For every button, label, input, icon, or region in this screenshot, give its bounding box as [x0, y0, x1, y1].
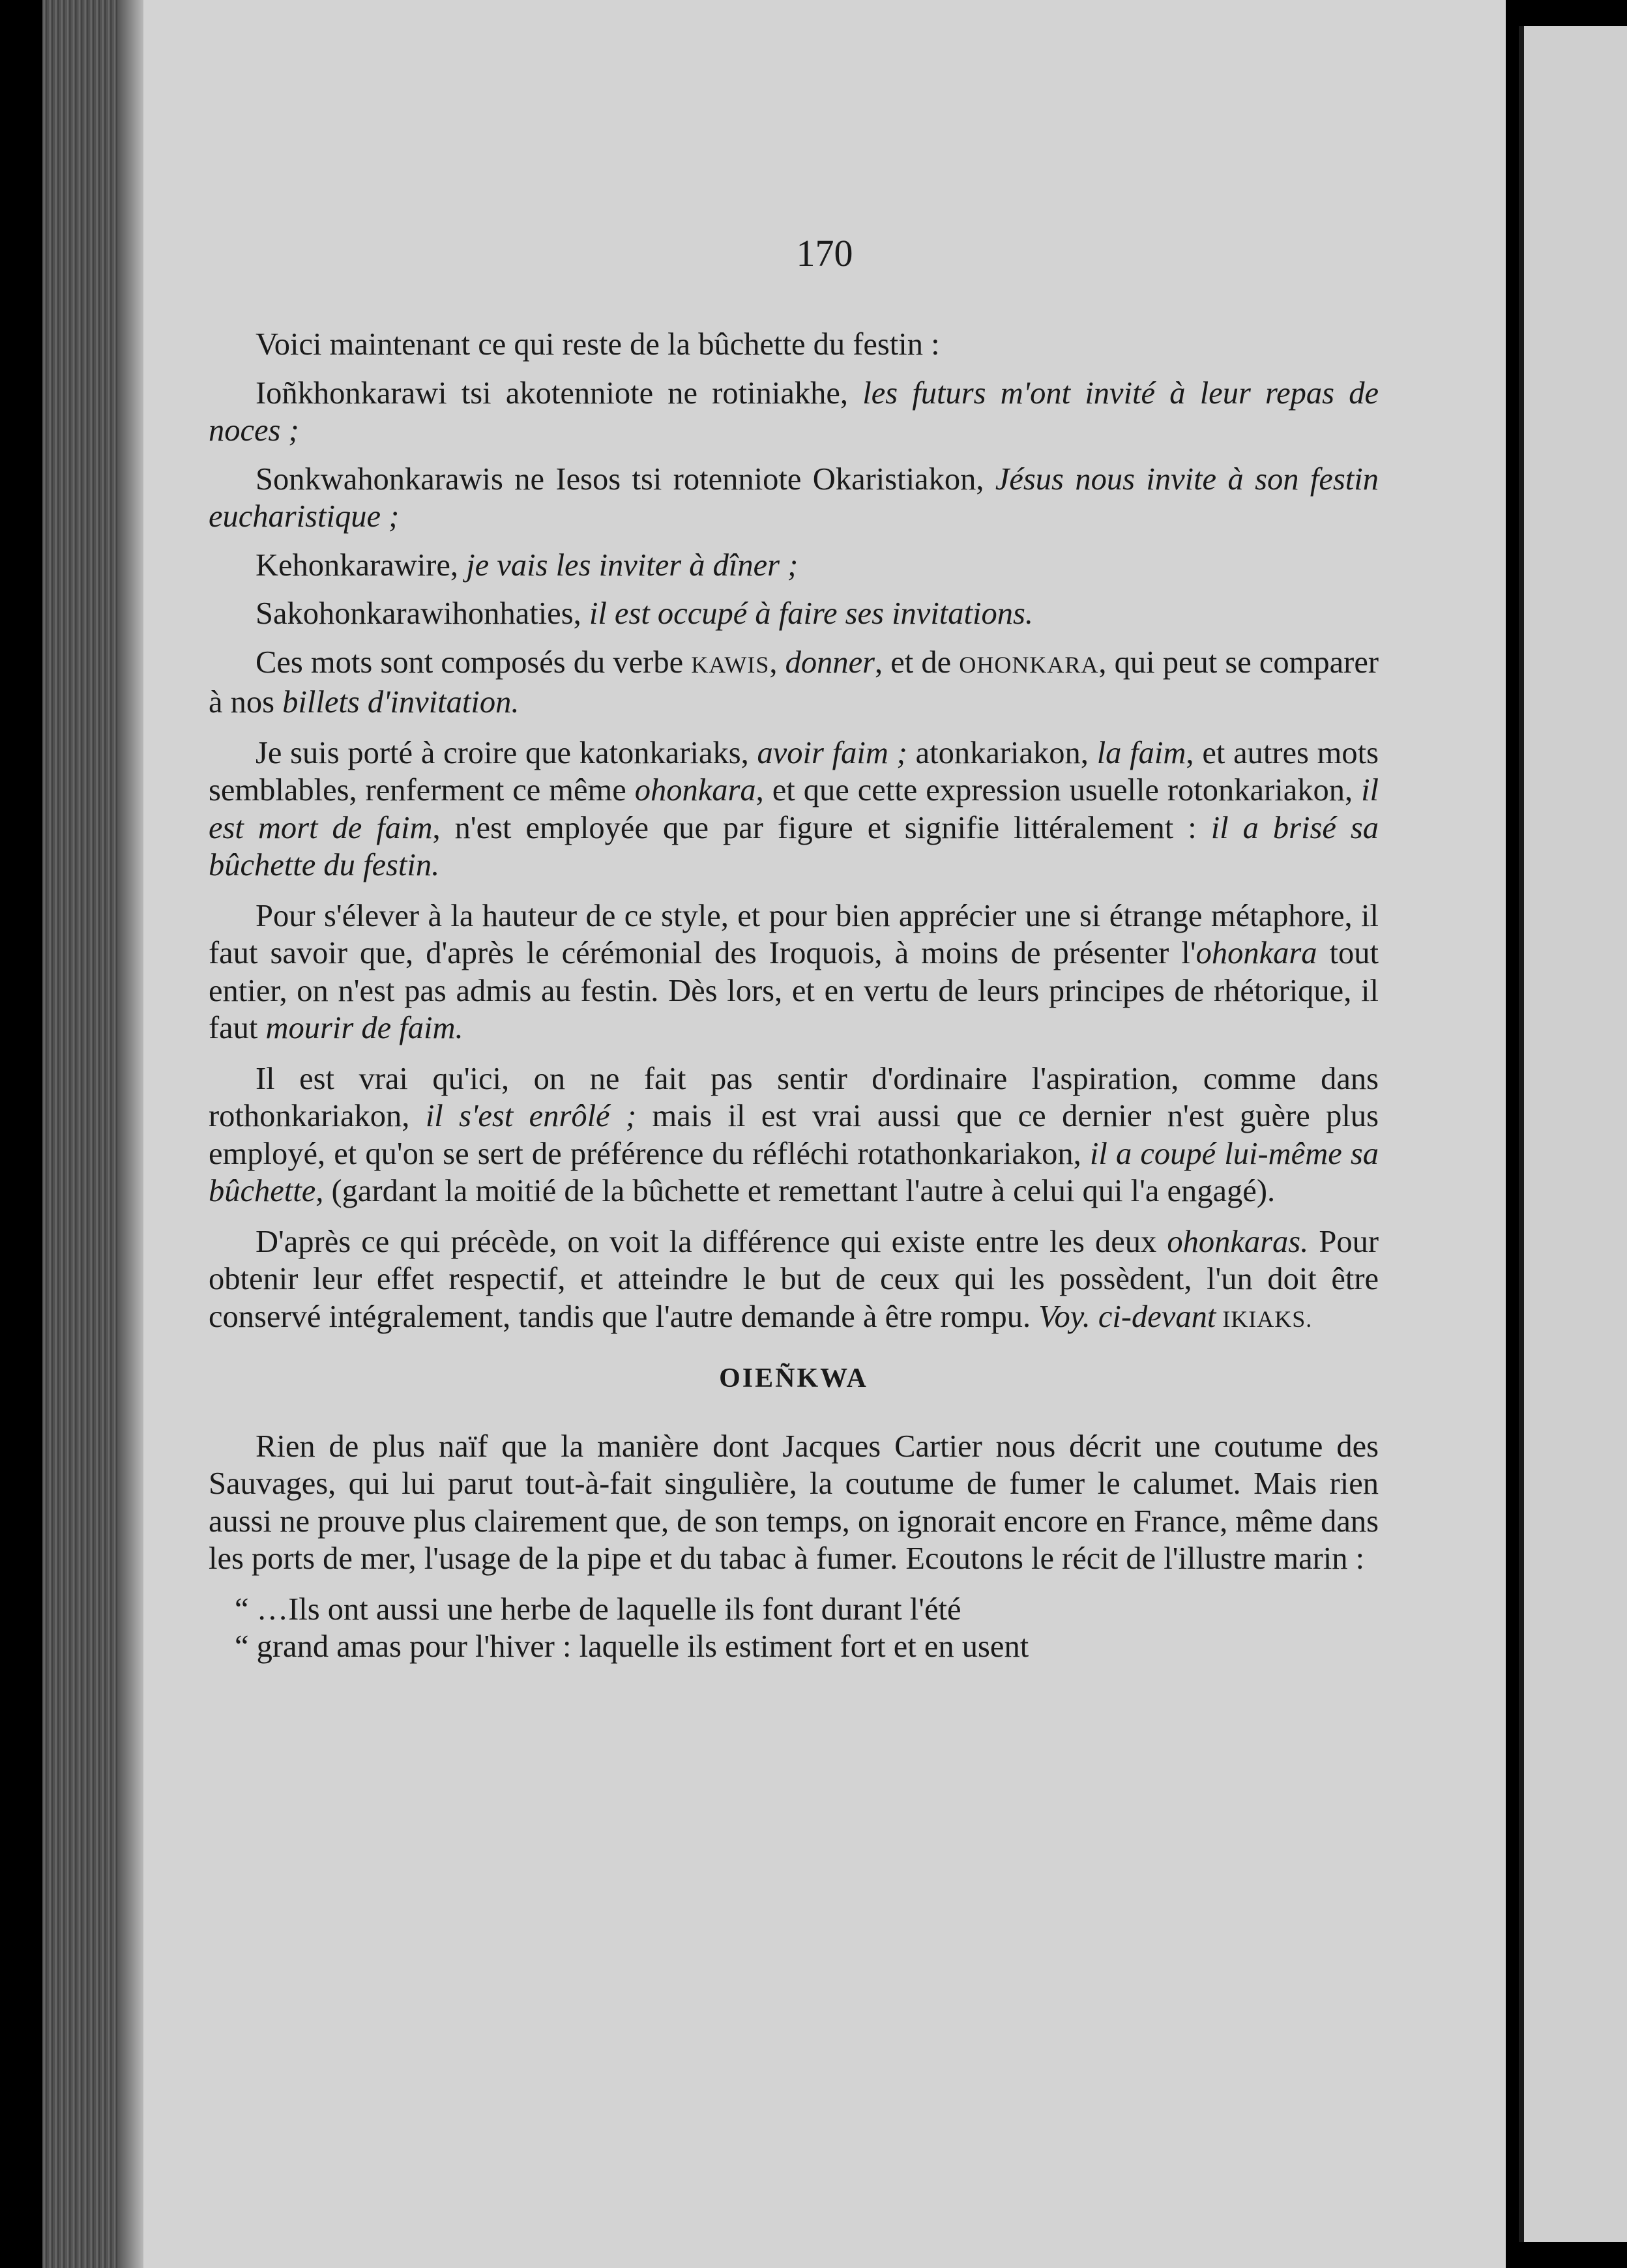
- page-number: 170: [796, 232, 853, 274]
- page-edge-shadow: [117, 0, 143, 2268]
- paragraph-metaphore: Pour s'élever à la hauteur de ce style, et pour bien apprécier une si étrange métaphore, il faut savoir que, d'après le cérémonial des Iroquois, à moins de présenter l'ohonkara tout entier, on n'est pas admis au festin. Dès lors, et en vertu de leurs principes de rhétorique, il faut mourir de faim.: [209, 898, 1379, 1045]
- example-kehonkarawire: Kehonkarawire, je vais les inviter à dîner ;: [256, 547, 799, 583]
- paragraph-katonkariaks: Je suis porté à croire que katonkariaks, avoir faim ; atonkariakon, la faim, et autres mots semblables, renferment ce même ohonkara, et que cette expression usuelle rotonkariakon, il est mort de faim, n'est employée que par figure et signifie littéralement : il a brisé sa bûchette du festin.: [209, 735, 1379, 882]
- example-sonkwahonkarawis: Sonkwahonkarawis ne Iesos tsi rotenniote Okaristiakon, Jésus nous invite à son festin eucharistique ;: [209, 461, 1379, 534]
- paragraph-difference: D'après ce qui précède, on voit la différence qui existe entre les deux ohonkaras. Pour obtenir leur effet respectif, et atteindre le but de ceux qui les possèdent, l'un doit être conservé intégralement, tandis que l'autre demande à être rompu. Voy. ci-devant IKIAKS.: [209, 1224, 1379, 1334]
- example-iokhonkarawi: Ioñkhonkarawi tsi akotenniote ne rotiniakhe, les futurs m'ont invité à leur repas de noces ;: [209, 375, 1379, 448]
- section-heading: OIEÑKWA: [719, 1363, 868, 1393]
- quote-line: “ grand amas pour l'hiver : laquelle ils estiment fort et en usent: [235, 1629, 1029, 1664]
- adjacent-page-edge: [1519, 26, 1627, 2242]
- page-body: [209, 326, 1379, 1666]
- paragraph-cartier: Rien de plus naïf que la manière dont Jacques Cartier nous décrit une coutume des Sauvages, qui lui parut tout-à-fait singulière, la coutume de fumer le calumet. Mais rien aussi ne prouve plus clairement que, de son temps, on ignorait encore en France, même dans les ports de mer, l'usage de la pipe et du tabac à fumer. Ecoutons le récit de l'illustre marin :: [209, 1429, 1379, 1576]
- paragraph-intro: Voici maintenant ce qui reste de la bûchette du festin :: [256, 327, 940, 362]
- quote-line: “ …Ils ont aussi une herbe de laquelle ils font durant l'été: [235, 1592, 961, 1627]
- paragraph-aspiration: Il est vrai qu'ici, on ne fait pas sentir d'ordinaire l'aspiration, comme dans rothonkariakon, il s'est enrôlé ; mais il est vrai aussi que ce dernier n'est guère plus employé, et qu'on se sert de préférence du réfléchi rotathonkariakon, il a coupé lui-même sa bûchette, (gardant la moitié de la bûchette et remettant l'autre à celui qui l'a engagé).: [209, 1061, 1379, 1208]
- book-binding: [42, 0, 117, 2268]
- paragraph-composition: Ces mots sont composés du verbe KAWIS, donner, et de OHONKARA, qui peut se comparer à nos billets d'invitation.: [209, 645, 1379, 720]
- cartier-quote: [209, 1591, 1379, 1666]
- example-sakohonkarawihonhaties: Sakohonkarawihonhaties, il est occupé à faire ses invitations.: [256, 596, 1033, 631]
